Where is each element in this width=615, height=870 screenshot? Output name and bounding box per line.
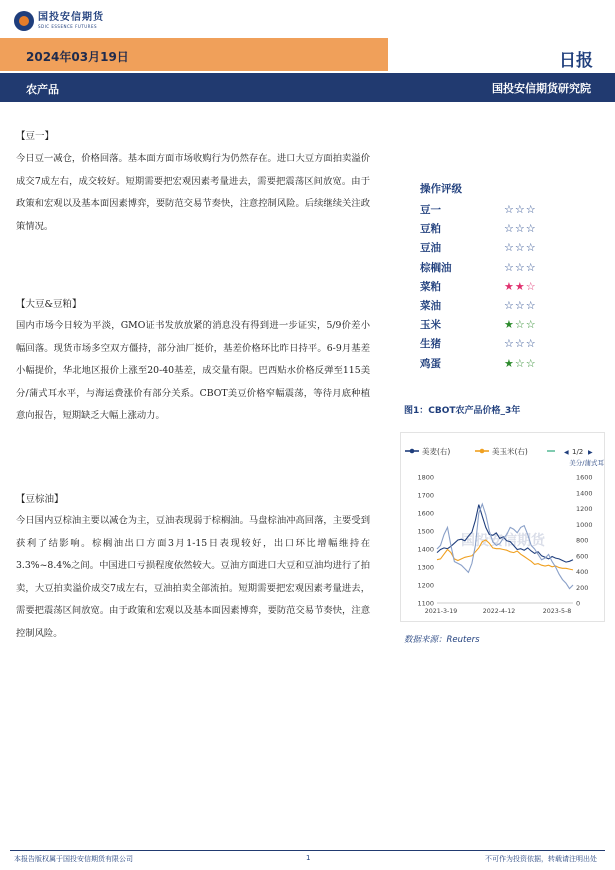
y-left-tick-label: 1700 — [417, 491, 434, 500]
y-right-tick-label: 600 — [576, 552, 589, 561]
rating-row — [420, 238, 570, 257]
rating-product-name: 豆一 — [420, 204, 441, 217]
rating-stars: ☆☆☆ — [504, 260, 537, 274]
rating-product-name: 棕榈油 — [420, 261, 452, 274]
rating-title: 操作评级 — [420, 183, 462, 195]
rating-stars: ☆☆☆ — [504, 203, 537, 217]
footer-copyright: 本报告版权属于国投安信期货有限公司 — [14, 855, 133, 863]
rating-row — [420, 296, 570, 315]
y-left-tick-label: 1500 — [417, 527, 434, 536]
section-heading-soybean-meal: 【大豆&豆粕】 — [16, 299, 82, 310]
report-date: 2024年03月19日 — [26, 50, 129, 64]
rating-stars: ☆☆☆ — [504, 241, 537, 255]
y-left-tick-label: 1300 — [417, 563, 434, 572]
y-right-tick-label: 1400 — [576, 489, 593, 498]
rating-product-name: 鸡蛋 — [420, 357, 441, 370]
rating-product-name: 菜粕 — [420, 280, 441, 293]
logo-mark-icon — [14, 11, 34, 31]
legend-marker — [480, 449, 485, 454]
legend-prev-arrow: ◀ — [564, 449, 569, 456]
legend-label: 美麦(右) — [422, 447, 451, 456]
section-body-soy-palm-oil: 今日国内豆棕油主要以减仓为主，豆油表现弱于棕榈油。马盘棕油冲高回落，主要受到获利了结影响。棕榈油出口方面3月1-15日表现较好，出口环比增幅维持在3.3%~8.4%之间。中国进口亏损程度依然较大。豆油方面进口大豆和豆油均进行了拍卖，大豆拍卖溢价成交7成左右，豆油拍卖全部流拍。短期需要把宏观因素考量进去，需要把震荡区间放宽。由于政策和宏观以及基本面因素博弈，要防范交易节奏快，注意控制风险。 — [16, 515, 370, 639]
rating-list — [420, 200, 570, 373]
section-body-soybean-one: 今日豆一减仓，价格回落。基本面方面市场收购行为仍然存在。进口大豆方面拍卖溢价成交7成左右，成交较好。短期需要把宏观因素考量进去，需要把震荡区间放宽。由于政策和宏观以及基本面因素博弈，要防范交易节奏快，注意控制风险。后续继续关注政策情况。 — [16, 153, 370, 232]
rating-row — [420, 219, 570, 238]
section-body-soybean-meal: 国内市场今日较为平淡，GMO证书发放放紧的消息没有得到进一步证实，5/9价差小幅回落。现货市场多空双方僵持，部分油厂挺价，基差价格环比昨日持平。6-9月基差小幅提价，华北地区报价上涨至20-40基差，成交量有限。巴西贴水价格反弹至115美分/蒲式耳水平，与海运费涨价有部分关系。CBOT美豆价格窄幅震荡，等待月底种植意向报告，短期缺乏大幅上涨动力。 — [16, 320, 370, 421]
data-source: 数据来源：Reuters — [404, 635, 480, 645]
rating-stars: ★★☆ — [504, 279, 537, 293]
report-category: 农产品 — [26, 83, 59, 96]
rating-stars: ☆☆☆ — [504, 299, 537, 313]
rating-stars: ★☆☆ — [504, 318, 537, 332]
y-right-tick-label: 800 — [576, 536, 589, 545]
rating-row — [420, 334, 570, 353]
y-right-tick-label: 200 — [576, 583, 589, 592]
y-right-tick-label: 1600 — [576, 473, 593, 482]
x-tick-label: 2023-5-8 — [542, 608, 572, 615]
footer-disclaimer: 不可作为投资依据，转载请注明出处 — [485, 855, 597, 863]
y-right-tick-label: 1200 — [576, 505, 593, 513]
rating-product-name: 生猪 — [420, 338, 441, 351]
research-institute: 国投安信期货研究院 — [492, 82, 591, 95]
chart-svg — [401, 433, 606, 623]
rating-stars: ★☆☆ — [504, 356, 537, 370]
company-logo — [14, 8, 104, 34]
footer-divider — [10, 850, 605, 851]
y-left-tick-label: 1800 — [417, 473, 434, 482]
rating-stars: ☆☆☆ — [504, 222, 537, 236]
right-axis-unit: 美分/蒲式耳 — [569, 459, 604, 467]
logo-name-cn: 国投安信期货 — [38, 12, 104, 23]
rating-row — [420, 315, 570, 334]
section-heading-soybean-one: 【豆一】 — [16, 131, 55, 142]
figure-title: 图1：CBOT农产品价格_3年 — [404, 406, 521, 416]
y-right-tick-label: 400 — [576, 568, 589, 576]
legend-marker — [410, 449, 415, 454]
rating-row — [420, 354, 570, 373]
page-number: 1 — [306, 854, 311, 862]
y-left-tick-label: 1400 — [417, 545, 434, 554]
legend-label: 美玉米(右) — [492, 447, 528, 456]
cbot-price-chart — [400, 432, 605, 622]
x-tick-label: 2021-3-19 — [424, 608, 458, 615]
rating-stars: ☆☆☆ — [504, 337, 537, 351]
y-left-tick-label: 1600 — [417, 509, 434, 518]
legend-page: 1/2 — [572, 448, 584, 456]
rating-row — [420, 277, 570, 296]
rating-product-name: 豆粕 — [420, 223, 441, 236]
y-left-tick-label: 1200 — [417, 581, 434, 590]
chart-watermark: 国投安信期货 — [461, 533, 545, 549]
rating-product-name: 豆油 — [420, 242, 441, 255]
logo-name-en: SDIC ESSENCE FUTURES — [38, 24, 98, 29]
rating-row — [420, 200, 570, 219]
rating-product-name: 玉米 — [420, 319, 441, 332]
y-right-tick-label: 1000 — [576, 520, 593, 529]
y-left-tick-label: 1100 — [417, 599, 434, 608]
x-tick-label: 2022-4-12 — [482, 608, 516, 615]
legend-next-arrow: ▶ — [588, 449, 593, 456]
report-type: 日报 — [559, 51, 593, 71]
y-right-tick-label: 0 — [576, 599, 581, 608]
rating-product-name: 菜油 — [420, 300, 441, 313]
section-heading-soy-palm-oil: 【豆棕油】 — [16, 494, 64, 505]
rating-row — [420, 258, 570, 277]
